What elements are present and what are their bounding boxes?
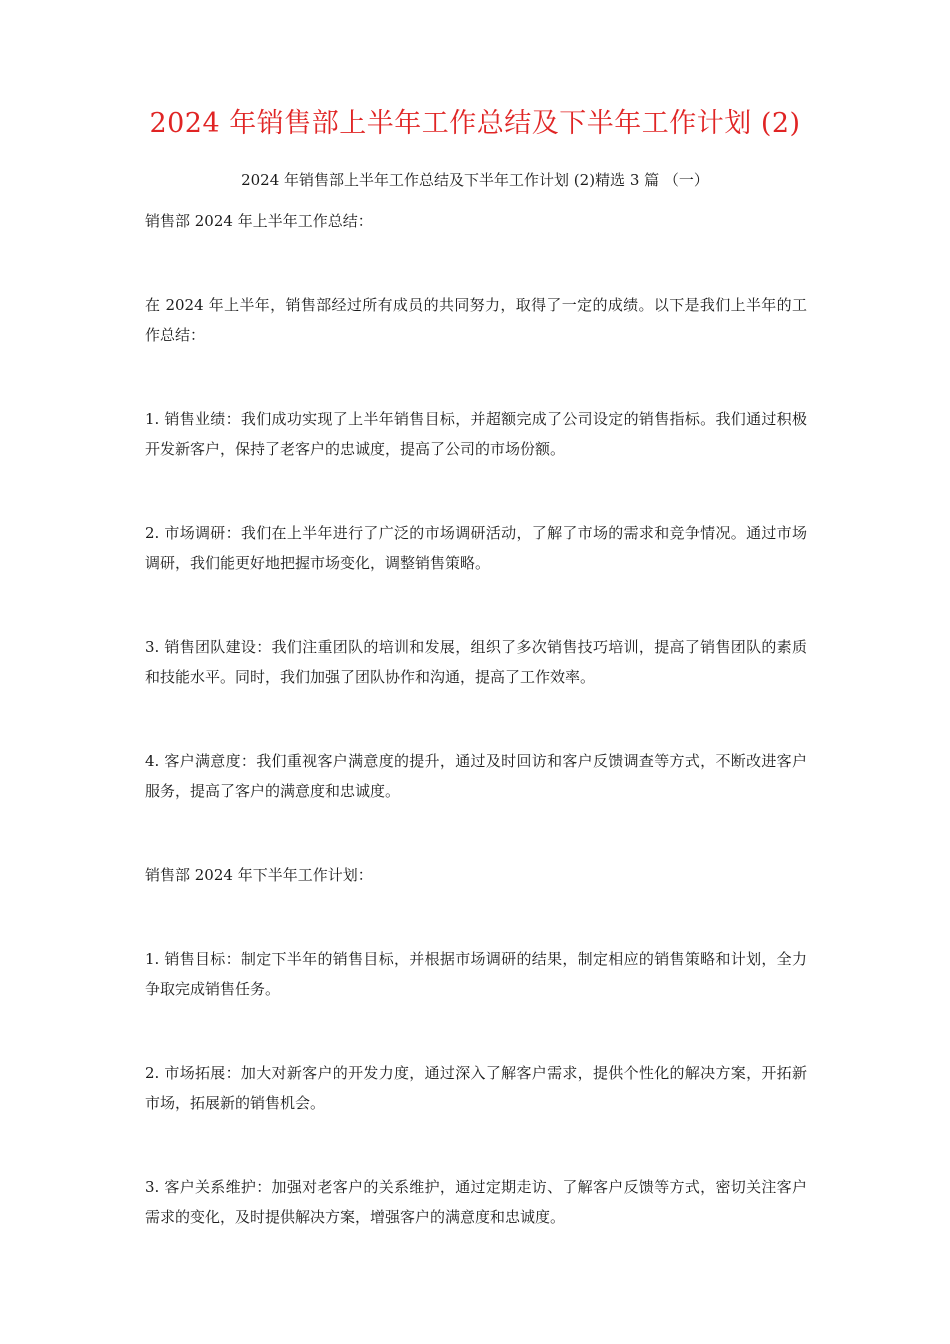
intro-paragraph: 在 2024 年上半年，销售部经过所有成员的共同努力，取得了一定的成绩。以下是我们上半年的工作总结： <box>145 296 807 344</box>
section-heading-second-half: 销售部 2024 年下半年工作计划： <box>145 866 373 884</box>
summary-item-market-research: 2. 市场调研：我们在上半年进行了广泛的市场调研活动，了解了市场的需求和竞争情况。通过市场调研，我们能更好地把握市场变化，调整销售策略。 <box>145 524 807 572</box>
document-title: 2024 年销售部上半年工作总结及下半年工作计划 (2) <box>149 108 801 139</box>
section-heading-first-half: 销售部 2024 年上半年工作总结： <box>145 212 373 230</box>
summary-item-sales-performance: 1. 销售业绩：我们成功实现了上半年销售目标，并超额完成了公司设定的销售指标。我们通过积极开发新客户，保持了老客户的忠诚度，提高了公司的市场份额。 <box>145 410 807 458</box>
plan-item-customer-relations: 3. 客户关系维护：加强对老客户的关系维护，通过定期走访、了解客户反馈等方式，密切关注客户需求的变化，及时提供解决方案，增强客户的满意度和忠诚度。 <box>145 1178 807 1226</box>
summary-item-customer-satisfaction: 4. 客户满意度：我们重视客户满意度的提升，通过及时回访和客户反馈调查等方式，不断改进客户服务，提高了客户的满意度和忠诚度。 <box>145 752 807 800</box>
document-subtitle: 2024 年销售部上半年工作总结及下半年工作计划 (2)精选 3 篇 （一） <box>241 171 709 189</box>
plan-item-sales-target: 1. 销售目标：制定下半年的销售目标，并根据市场调研的结果，制定相应的销售策略和计划，全力争取完成销售任务。 <box>145 950 807 998</box>
plan-item-market-expansion: 2. 市场拓展：加大对新客户的开发力度，通过深入了解客户需求，提供个性化的解决方案，开拓新市场，拓展新的销售机会。 <box>145 1064 807 1112</box>
summary-item-team-building: 3. 销售团队建设：我们注重团队的培训和发展，组织了多次销售技巧培训，提高了销售团队的素质和技能水平。同时，我们加强了团队协作和沟通，提高了工作效率。 <box>145 638 807 686</box>
document-body <box>145 206 807 1232</box>
